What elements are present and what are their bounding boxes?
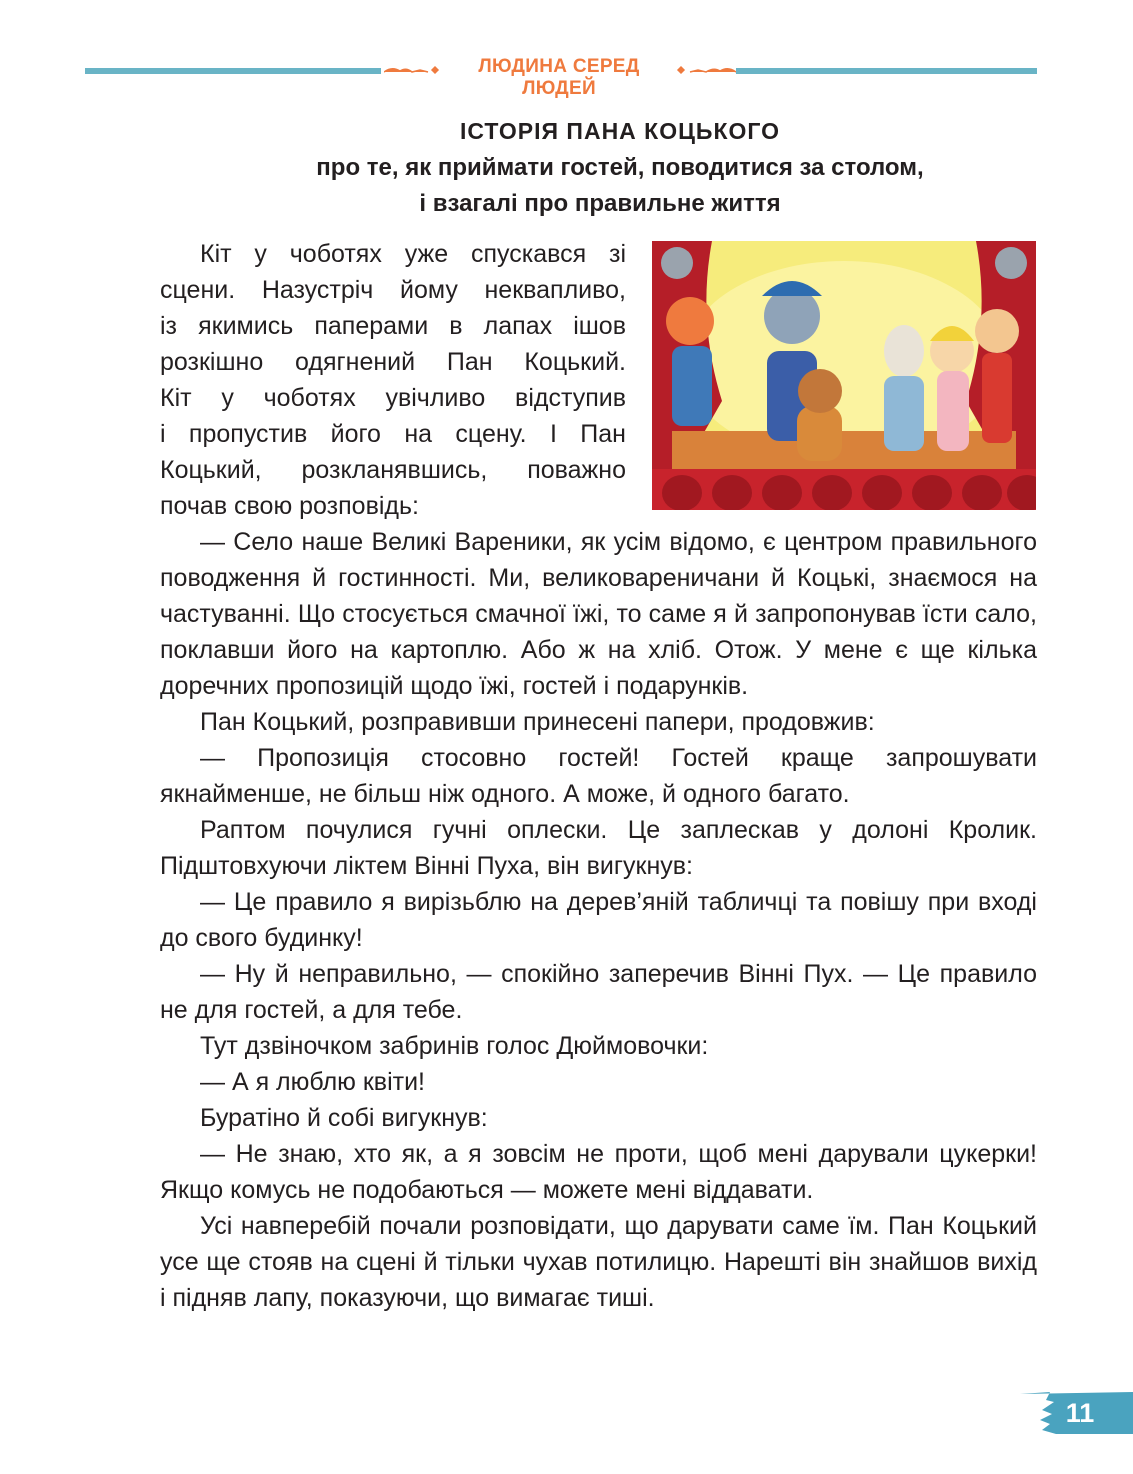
story-paragraph: — Не знаю, хто як, а я зовсім не проти, щоб мені дарували цукерки! Якщо комусь не подобаються — можете мені віддавати. <box>160 1140 1037 1204</box>
page-number: 11 <box>1065 1398 1095 1428</box>
story-paragraph: Раптом почулися гучні оплески. Це заплескав у долоні Кролик. Підштовхуючи ліктем Вінні Пуха, він вигукнув: <box>160 816 1037 880</box>
story-paragraph: — Село наше Великі Вареники, як усім відомо, є центром правильного поводження й гостинності. Ми, великовареничани й Коцькі, знаємося на частуванні. Що стосується смачної їжі, то саме я й запропонував їсти сало, поклавши його на картоплю. Або ж на хліб. Отож. У мене є ще кілька доречних пропозицій щодо їжі, гостей і подарунків. <box>160 528 1037 700</box>
story-paragraph: Тут дзвіночком забринів голос Дюймовочки: <box>200 1032 709 1060</box>
intro-paragraph <box>160 236 626 524</box>
story-paragraph: — Це правило я вирізьблю на дерев’яній табличці та повішу при вході до свого будинку! <box>160 888 1037 952</box>
story-paragraph: Усі навперебій почали розповідати, що дарувати саме їм. Пан Коцький усе ще стояв на сцені й тільки чухав потилицю. Нарешті він знайшов вихід і підняв лапу, показуючи, що вимагає тиші. <box>160 1212 1037 1312</box>
story-paragraph: Пан Коцький, розправивши принесені папери, продовжив: <box>200 708 875 736</box>
story-paragraph: — Пропозиція стосовно гостей! Гостей краще запрошувати якнайменше, не більш ніж одного. А може, й одного багато. <box>160 744 1037 808</box>
intro-line: Коцький, розкланявшись, поважно <box>160 456 626 484</box>
intro-line: почав свою розповідь: <box>160 492 419 520</box>
story-paragraph: Буратіно й собі вигукнув: <box>200 1104 488 1132</box>
story-body <box>160 236 1037 1316</box>
header-ornament-right <box>676 63 736 79</box>
header-rule-right <box>736 68 1037 74</box>
intro-line: розкішно одягнений Пан Коцький. <box>160 348 626 376</box>
story-subtitle-line-1: про те, як приймати гостей, поводитися за столом, <box>316 154 924 181</box>
story-paragraph: — А я люблю квіти! <box>200 1068 425 1096</box>
story-title: ІСТОРІЯ ПАНА КОЦЬКОГО <box>459 118 780 144</box>
intro-line: Кіт у чоботях увічливо відступив <box>160 384 626 412</box>
story-paragraph: — Ну й неправильно, — спокійно заперечив Вінні Пух. — Це правило не для гостей, а для тебе. <box>160 960 1037 1024</box>
header-ornament-left <box>384 63 444 79</box>
story-subtitle-line-2: і взагалі про правильне життя <box>419 190 781 217</box>
header-title: ЛЮДИНА СЕРЕД ЛЮДЕЙ <box>478 56 640 99</box>
intro-line: із якимись паперами в лапах ішов <box>160 312 626 340</box>
header-rule-left <box>85 68 381 74</box>
intro-line: і пропустив його на сцену. І Пан <box>160 420 626 448</box>
intro-line: Кіт у чоботях уже спускався зі <box>200 240 626 268</box>
intro-line: сцени. Назустріч йому неквапливо, <box>160 276 626 304</box>
